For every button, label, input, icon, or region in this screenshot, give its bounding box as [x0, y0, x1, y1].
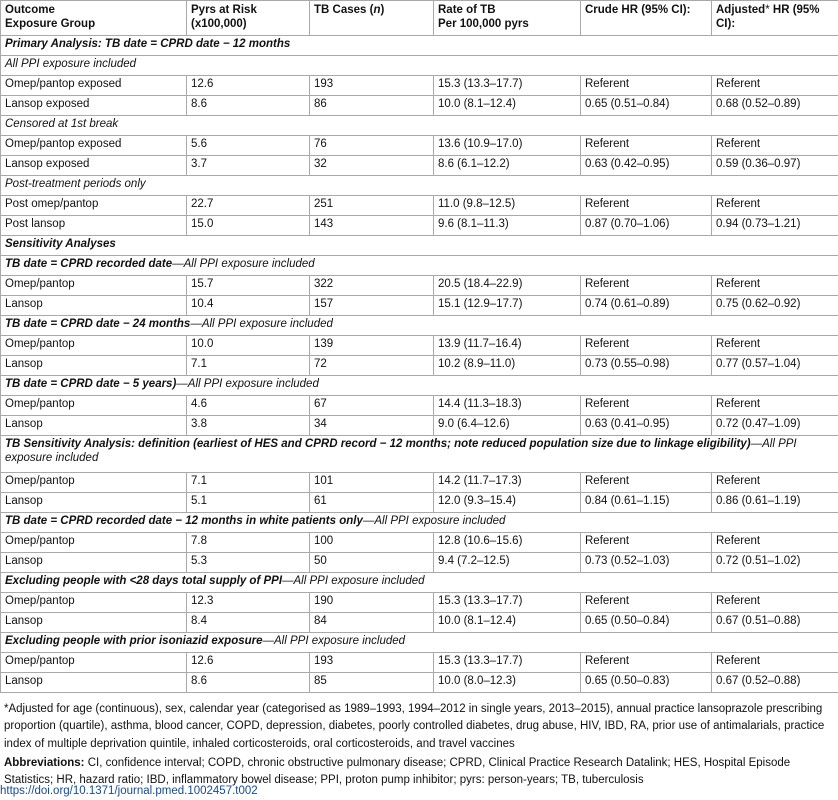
cell-pyrs: 5.3	[187, 553, 310, 573]
cell-crude-hr: 0.74 (0.61–0.89)	[581, 296, 712, 316]
header-cases: TB Cases (n)	[310, 1, 434, 36]
section-row	[1, 436, 838, 473]
section-h5: TB date = CPRD recorded date − 12 months in white patients only—All PPI exposure included	[1, 513, 838, 533]
cell-rate: 15.1 (12.9–17.7)	[434, 296, 581, 316]
cell-cases: 157	[310, 296, 434, 316]
cell-exposure-group: Lansop	[1, 553, 187, 573]
cell-adjusted-hr: Referent	[712, 473, 838, 493]
section-h4: TB Sensitivity Analysis: definition (earliest of HES and CPRD record − 12 months; note reduced population size due to linkage eligibility)—All PPI exposure included	[1, 436, 838, 473]
cell-crude-hr: Referent	[581, 533, 712, 553]
cell-adjusted-hr: Referent	[712, 196, 838, 216]
cell-adjusted-hr: 0.67 (0.51–0.88)	[712, 613, 838, 633]
cell-crude-hr: Referent	[581, 136, 712, 156]
cell-rate: 14.2 (11.7–17.3)	[434, 473, 581, 493]
cell-adjusted-hr: 0.86 (0.61–1.19)	[712, 493, 838, 513]
cell-crude-hr: 0.65 (0.51–0.84)	[581, 96, 712, 116]
table-body	[1, 36, 838, 693]
cell-cases: 193	[310, 653, 434, 673]
cell-adjusted-hr: 0.59 (0.36–0.97)	[712, 156, 838, 176]
cell-rate: 14.4 (11.3–18.3)	[434, 396, 581, 416]
cell-pyrs: 10.4	[187, 296, 310, 316]
cell-crude-hr: 0.63 (0.42–0.95)	[581, 156, 712, 176]
subsection-row	[1, 116, 838, 136]
cell-pyrs: 8.6	[187, 96, 310, 116]
header-adjusted-hr: Adjusted* HR (95% CI):	[712, 1, 838, 36]
cell-pyrs: 7.1	[187, 356, 310, 376]
cell-exposure-group: Post omep/pantop	[1, 196, 187, 216]
section-row	[1, 513, 838, 533]
table-row	[1, 533, 838, 553]
subsection-post-treatment: Post-treatment periods only	[1, 176, 838, 196]
cell-crude-hr: Referent	[581, 593, 712, 613]
cell-cases: 193	[310, 76, 434, 96]
section-row	[1, 316, 838, 336]
cell-adjusted-hr: Referent	[712, 336, 838, 356]
section-h7: Excluding people with prior isoniazid exposure—All PPI exposure included	[1, 633, 838, 653]
cell-adjusted-hr: Referent	[712, 276, 838, 296]
cell-cases: 85	[310, 673, 434, 693]
cell-crude-hr: Referent	[581, 76, 712, 96]
cell-cases: 322	[310, 276, 434, 296]
cell-cases: 32	[310, 156, 434, 176]
cell-adjusted-hr: Referent	[712, 593, 838, 613]
section-row	[1, 376, 838, 396]
cell-rate: 9.4 (7.2–12.5)	[434, 553, 581, 573]
cell-cases: 61	[310, 493, 434, 513]
cell-pyrs: 7.8	[187, 533, 310, 553]
cell-crude-hr: 0.87 (0.70–1.06)	[581, 216, 712, 236]
table-row	[1, 216, 838, 236]
cell-exposure-group: Lansop	[1, 356, 187, 376]
cell-rate: 15.3 (13.3–17.7)	[434, 653, 581, 673]
doi-link[interactable]: https://doi.org/10.1371/journal.pmed.1002457.t002	[0, 785, 258, 797]
cell-cases: 251	[310, 196, 434, 216]
cell-rate: 9.0 (6.4–12.6)	[434, 416, 581, 436]
cell-exposure-group: Omep/pantop	[1, 336, 187, 356]
table-row	[1, 593, 838, 613]
cell-cases: 50	[310, 553, 434, 573]
cell-adjusted-hr: Referent	[712, 653, 838, 673]
table-row	[1, 136, 838, 156]
section-h6: Excluding people with <28 days total supply of PPI—All PPI exposure included	[1, 573, 838, 593]
cell-rate: 13.6 (10.9–17.0)	[434, 136, 581, 156]
table-row	[1, 156, 838, 176]
cell-rate: 8.6 (6.1–12.2)	[434, 156, 581, 176]
cell-pyrs: 3.7	[187, 156, 310, 176]
cell-crude-hr: 0.63 (0.41–0.95)	[581, 416, 712, 436]
cell-crude-hr: Referent	[581, 473, 712, 493]
header-crude-hr: Crude HR (95% CI):	[581, 1, 712, 36]
cell-exposure-group: Omep/pantop exposed	[1, 76, 187, 96]
cell-cases: 139	[310, 336, 434, 356]
cell-exposure-group: Lansop	[1, 673, 187, 693]
cell-pyrs: 5.1	[187, 493, 310, 513]
section-row	[1, 633, 838, 653]
table-row	[1, 96, 838, 116]
cell-cases: 190	[310, 593, 434, 613]
cell-cases: 100	[310, 533, 434, 553]
section-primary: Primary Analysis: TB date = CPRD date − 12 months	[1, 36, 838, 56]
table-row	[1, 336, 838, 356]
cell-rate: 13.9 (11.7–16.4)	[434, 336, 581, 356]
section-h2: TB date = CPRD date − 24 months—All PPI exposure included	[1, 316, 838, 336]
cell-adjusted-hr: 0.77 (0.57–1.04)	[712, 356, 838, 376]
subsection-row	[1, 56, 838, 76]
cell-cases: 67	[310, 396, 434, 416]
cell-exposure-group: Lansop exposed	[1, 96, 187, 116]
cell-rate: 15.3 (13.3–17.7)	[434, 593, 581, 613]
cell-rate: 15.3 (13.3–17.7)	[434, 76, 581, 96]
cell-crude-hr: Referent	[581, 336, 712, 356]
table-row	[1, 473, 838, 493]
header-pyrs: Pyrs at Risk (x100,000)	[187, 1, 310, 36]
cell-pyrs: 15.0	[187, 216, 310, 236]
cell-exposure-group: Lansop exposed	[1, 156, 187, 176]
cell-crude-hr: 0.84 (0.61–1.15)	[581, 493, 712, 513]
section-row	[1, 573, 838, 593]
cell-crude-hr: Referent	[581, 196, 712, 216]
cell-exposure-group: Omep/pantop	[1, 533, 187, 553]
table-row	[1, 553, 838, 573]
cell-exposure-group: Lansop	[1, 416, 187, 436]
cell-rate: 10.0 (8.1–12.4)	[434, 96, 581, 116]
cell-pyrs: 12.6	[187, 653, 310, 673]
cell-pyrs: 8.4	[187, 613, 310, 633]
cell-exposure-group: Lansop	[1, 296, 187, 316]
cell-crude-hr: Referent	[581, 276, 712, 296]
cell-pyrs: 15.7	[187, 276, 310, 296]
abbreviations-footnote: Abbreviations: CI, confidence interval; COPD, chronic obstructive pulmonary disease; CPRD, Clinical Practice Research Datalink; HES, Hospital Episode Statistics; HR, hazard ratio; IBD, inflammatory bowel disease; PPI, proton pump inhibitor; pyrs: person-years; TB, tuberculosis	[4, 756, 791, 786]
cell-adjusted-hr: 0.75 (0.62–0.92)	[712, 296, 838, 316]
cell-adjusted-hr: Referent	[712, 396, 838, 416]
cell-cases: 143	[310, 216, 434, 236]
subsection-censored: Censored at 1st break	[1, 116, 838, 136]
cell-cases: 84	[310, 613, 434, 633]
cell-crude-hr: 0.73 (0.52–1.03)	[581, 553, 712, 573]
table-footnotes	[0, 693, 838, 789]
table-row	[1, 493, 838, 513]
section-sensitivity: Sensitivity Analyses	[1, 236, 838, 256]
table-row	[1, 673, 838, 693]
section-row	[1, 36, 838, 56]
cell-rate: 10.2 (8.9–11.0)	[434, 356, 581, 376]
section-row	[1, 256, 838, 276]
cell-adjusted-hr: 0.68 (0.52–0.89)	[712, 96, 838, 116]
cell-crude-hr: Referent	[581, 653, 712, 673]
cell-crude-hr: 0.73 (0.55–0.98)	[581, 356, 712, 376]
cell-crude-hr: 0.65 (0.50–0.84)	[581, 613, 712, 633]
subsection-all-ppi: All PPI exposure included	[1, 56, 838, 76]
table-row	[1, 416, 838, 436]
section-row	[1, 236, 838, 256]
cell-adjusted-hr: 0.72 (0.51–1.02)	[712, 553, 838, 573]
cell-adjusted-hr: Referent	[712, 136, 838, 156]
cell-rate: 20.5 (18.4–22.9)	[434, 276, 581, 296]
cell-exposure-group: Omep/pantop	[1, 593, 187, 613]
cell-pyrs: 3.8	[187, 416, 310, 436]
table-row	[1, 196, 838, 216]
cell-adjusted-hr: 0.94 (0.73–1.21)	[712, 216, 838, 236]
cell-rate: 12.8 (10.6–15.6)	[434, 533, 581, 553]
cell-rate: 10.0 (8.0–12.3)	[434, 673, 581, 693]
cell-cases: 76	[310, 136, 434, 156]
cell-crude-hr: 0.65 (0.50–0.83)	[581, 673, 712, 693]
cell-pyrs: 7.1	[187, 473, 310, 493]
cell-pyrs: 10.0	[187, 336, 310, 356]
cell-exposure-group: Omep/pantop exposed	[1, 136, 187, 156]
cell-cases: 86	[310, 96, 434, 116]
cell-pyrs: 22.7	[187, 196, 310, 216]
section-h1: TB date = CPRD recorded date—All PPI exposure included	[1, 256, 838, 276]
cell-pyrs: 4.6	[187, 396, 310, 416]
table-row	[1, 76, 838, 96]
cell-adjusted-hr: 0.72 (0.47–1.09)	[712, 416, 838, 436]
cell-rate: 10.0 (8.1–12.4)	[434, 613, 581, 633]
cell-rate: 9.6 (8.1–11.3)	[434, 216, 581, 236]
cell-pyrs: 5.6	[187, 136, 310, 156]
cell-cases: 101	[310, 473, 434, 493]
cell-rate: 12.0 (9.3–15.4)	[434, 493, 581, 513]
cell-exposure-group: Lansop	[1, 493, 187, 513]
cell-rate: 11.0 (9.8–12.5)	[434, 196, 581, 216]
cell-exposure-group: Omep/pantop	[1, 653, 187, 673]
cell-cases: 34	[310, 416, 434, 436]
table-row	[1, 396, 838, 416]
cell-pyrs: 12.6	[187, 76, 310, 96]
cell-exposure-group: Omep/pantop	[1, 276, 187, 296]
cell-adjusted-hr: Referent	[712, 533, 838, 553]
cell-exposure-group: Lansop	[1, 613, 187, 633]
table-row	[1, 653, 838, 673]
header-outcome: Outcome Exposure Group	[1, 1, 187, 36]
cell-adjusted-hr: Referent	[712, 76, 838, 96]
table-header	[1, 1, 838, 36]
cell-pyrs: 8.6	[187, 673, 310, 693]
cell-exposure-group: Omep/pantop	[1, 473, 187, 493]
adjustment-footnote: *Adjusted for age (continuous), sex, calendar year (categorised as 1989–1993, 1994–2012 in single years, 2013–2015), annual practice lansoprazole prescribing proportion (quartile), asthma, blood cancer, COPD, depression, diabetes, poorly controlled diabetes, drug abuse, HIV, IBD, RA, prior use of antimalarials, practice index of multiple deprivation quintile, inhaled corticosteroids, oral corticosteroids, and travel vaccines	[4, 703, 825, 750]
section-h3: TB date = CPRD date − 5 years)—All PPI exposure included	[1, 376, 838, 396]
cell-pyrs: 12.3	[187, 593, 310, 613]
subsection-row	[1, 176, 838, 196]
table-row	[1, 296, 838, 316]
cell-cases: 72	[310, 356, 434, 376]
cell-exposure-group: Omep/pantop	[1, 396, 187, 416]
table-row	[1, 356, 838, 376]
table-row	[1, 613, 838, 633]
cell-adjusted-hr: 0.67 (0.52–0.88)	[712, 673, 838, 693]
cell-exposure-group: Post lansop	[1, 216, 187, 236]
cell-crude-hr: Referent	[581, 396, 712, 416]
header-rate: Rate of TB Per 100,000 pyrs	[434, 1, 581, 36]
table-row	[1, 276, 838, 296]
